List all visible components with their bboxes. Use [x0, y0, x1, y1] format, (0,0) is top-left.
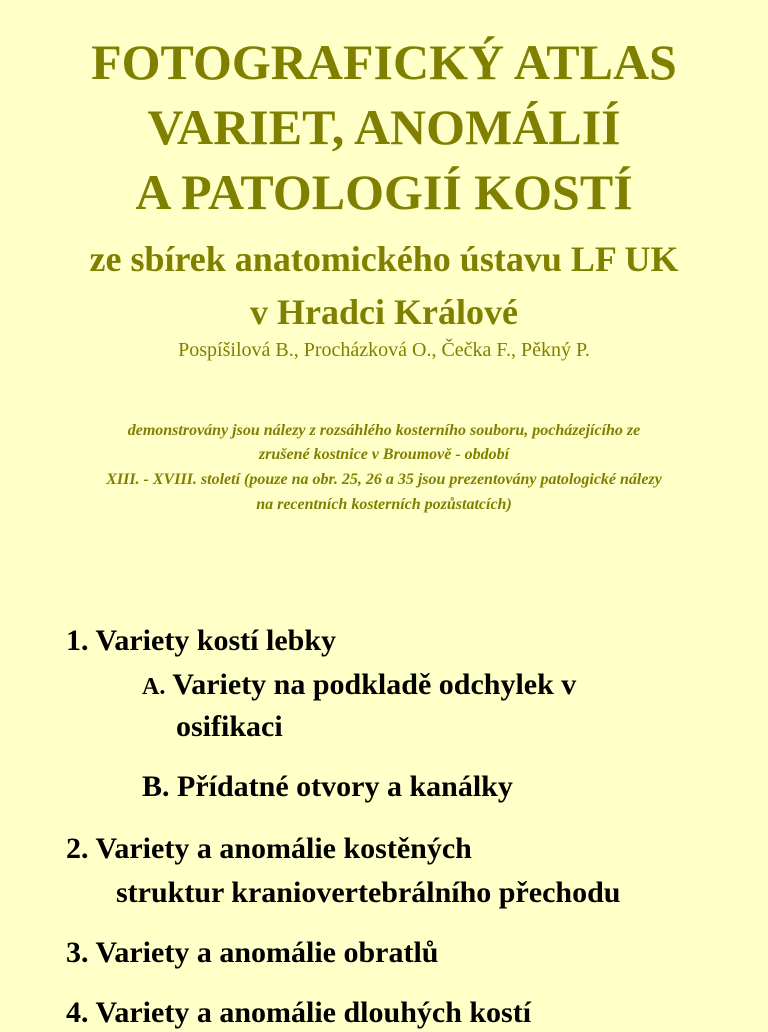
note-line-1: demonstrovány jsou nálezy z rozsáhlého kosterního souboru, pocházejícího ze [127, 422, 641, 439]
authors: Pospíšilová B., Procházková O., Čečka F., Pěkný P. [178, 339, 590, 361]
toc-item-4: 4. Variety a anomálie dlouhých kostí [66, 996, 532, 1029]
subtitle-line-2: v Hradci Králové [250, 292, 518, 332]
title-line-1: FOTOGRAFICKÝ ATLAS [91, 34, 677, 90]
toc-item-2: 2. Variety a anomálie kostěných [66, 832, 472, 865]
note-line-4: na recentních kosterních pozůstatcích) [256, 496, 512, 513]
subtitle-line-1: ze sbírek anatomického ústavu LF UK [89, 239, 679, 279]
toc-item-1a-marker: A. [142, 674, 166, 700]
toc-item-1a [142, 666, 576, 706]
toc-item-3: 3. Variety a anomálie obratlů [66, 936, 439, 969]
toc-item-1b: B. Přídatné otvory a kanálky [142, 770, 513, 803]
toc-item-2-cont: struktur kraniovertebrálního přechodu [116, 876, 621, 909]
note-line-3: XIII. - XVIII. století (pouze na obr. 25, 26 a 35 jsou prezentovány patologické nálezy [106, 471, 662, 488]
toc-item-1a-text: Variety na podkladě odchylek v [172, 668, 577, 701]
title-line-2: VARIET, ANOMÁLIÍ [147, 99, 621, 155]
note-line-2: zrušené kostnice v Broumově - období [258, 446, 510, 463]
toc-item-1: 1. Variety kostí lebky [66, 624, 337, 657]
toc-item-1a-cont: osifikaci [176, 710, 283, 743]
title-line-3: A PATOLOGIÍ KOSTÍ [135, 164, 633, 220]
